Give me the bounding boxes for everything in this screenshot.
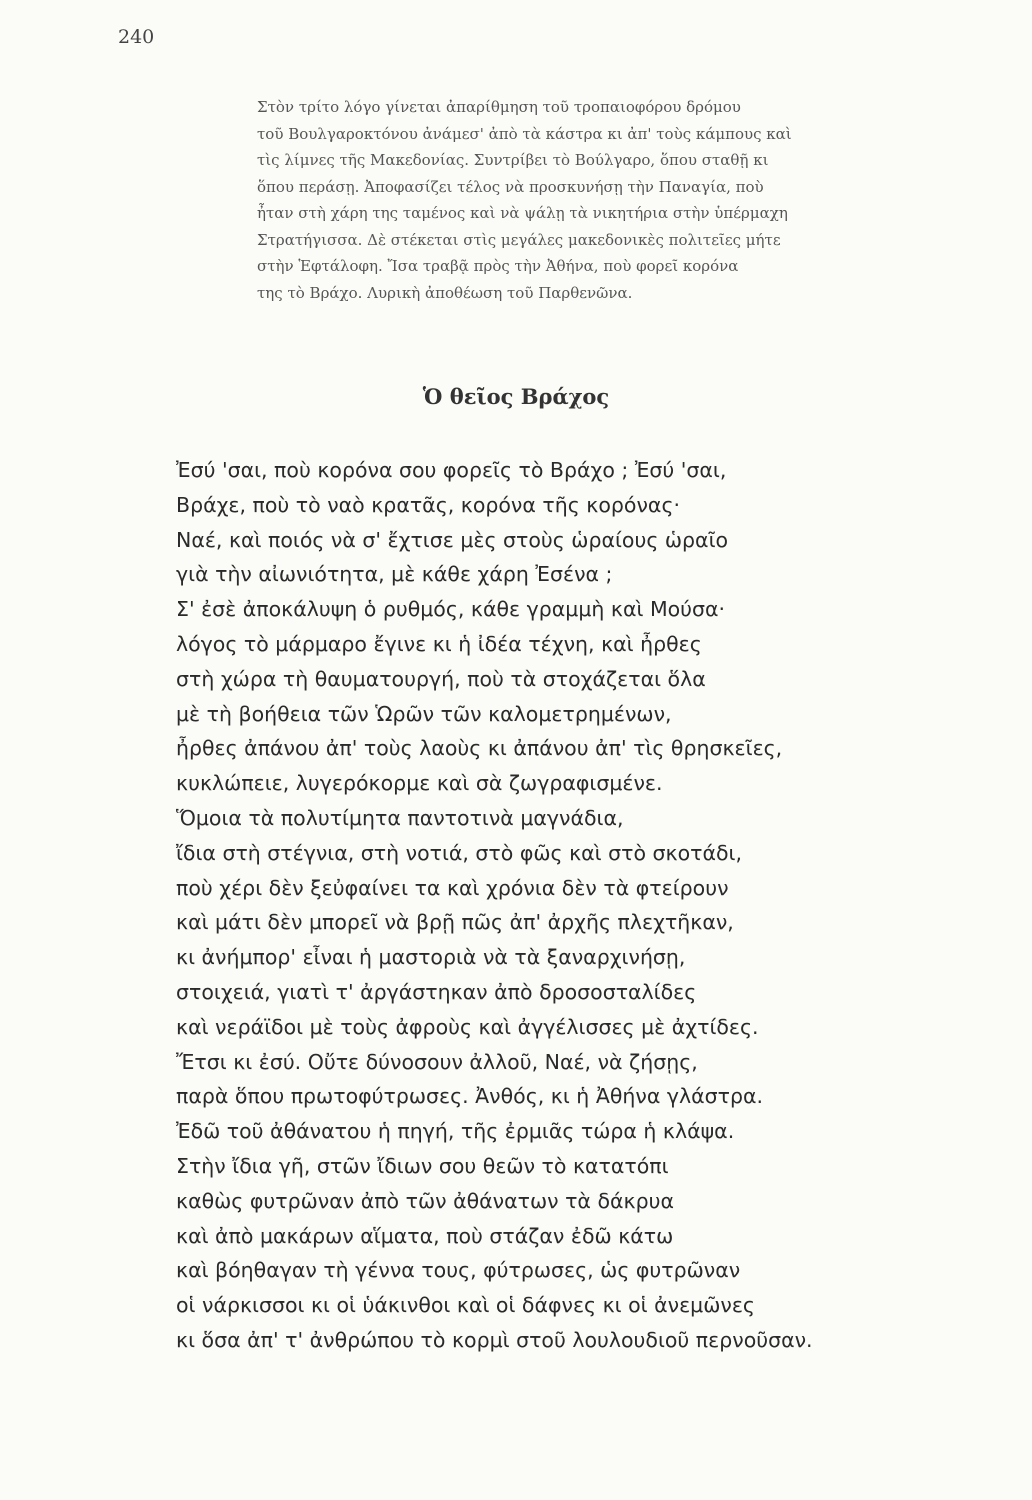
poem-line: Ἐδῶ τοῦ ἀθάνατου ἡ πηγή, τῆς ἐρμιᾶς τώρα ἡ κλάψα.	[176, 1119, 735, 1144]
poem-line: ἦρθες ἀπάνου ἀπ' τοὺς λαοὺς κι ἀπάνου ἀπ' τὶς θρησκεῖες,	[176, 736, 783, 761]
poem-line: κυκλώπειε, λυγερόκορμε καὶ σὰ ζωγραφισμένε.	[176, 771, 663, 796]
poem-line: κι ἀνήμπορ' εἶναι ἡ μαστοριὰ νὰ τὰ ξαναρχινήσῃ,	[176, 945, 686, 970]
poem-line: καθὼς φυτρῶναν ἀπὸ τῶν ἀθάνατων τὰ δάκρυα	[176, 1188, 674, 1213]
poem-line: Ἔτσι κι ἐσύ. Οὔτε δύνοσουν ἀλλοῦ, Ναέ, νὰ ζήσῃς,	[176, 1049, 698, 1074]
poem-line: στὴ χώρα τὴ θαυματουργή, ποὺ τὰ στοχάζεται ὅλα	[176, 666, 706, 691]
poem-line: καὶ μάτι δὲν μπορεῖ νὰ βρῇ πῶς ἀπ' ἀρχῆς πλεχτῆκαν,	[176, 910, 734, 935]
summary-line: ὅπου περάσῃ. Ἀποφασίζει τέλος νὰ προσκυνήσῃ τὴν Παναγία, ποὺ	[257, 177, 764, 196]
poem-line: Σ' ἐσὲ ἀποκάλυψη ὁ ρυθμός, κάθε γραμμὴ καὶ Μούσα·	[176, 597, 726, 622]
poem-line: ἴδια στὴ στέγνια, στὴ νοτιά, στὸ φῶς καὶ στὸ σκοτάδι,	[176, 840, 742, 865]
summary-line: της τὸ Βράχο. Λυρικὴ ἀποθέωση τοῦ Παρθενῶνα.	[257, 283, 633, 302]
page-number: 240	[118, 26, 155, 48]
summary-line: στὴν Ἑφτάλοφη. Ἴσα τραβᾷ πρὸς τὴν Ἀθήνα, ποὺ φορεῖ κορόνα	[257, 257, 739, 275]
poem-line: παρὰ ὅπου πρωτοφύτρωσες. Ἀνθός, κι ἡ Ἀθήνα γλάστρα.	[176, 1084, 764, 1109]
poem-line: ποὺ χέρι δὲν ξεὐφαίνει τα καὶ χρόνια δὲν τὰ φτείρουν	[176, 875, 729, 900]
poem-line: Στὴν ἴδια γῆ, στῶν ἴδιων σου θεῶν τὸ κατατόπι	[176, 1153, 669, 1178]
poem-line: στοιχειά, γιατὶ τ' ἀργάστηκαν ἀπὸ δροσοσταλίδες	[176, 979, 697, 1004]
poem-line: Ἐσύ 'σαι, ποὺ κορόνα σου φορεῖς τὸ Βράχο ; Ἐσύ 'σαι,	[176, 458, 727, 482]
poem-line: καὶ νεράϊδοι μὲ τοὺς ἀφροὺς καὶ ἀγγέλισσες μὲ ἀχτίδες.	[176, 1014, 759, 1039]
summary-line: Στὸν τρίτο λόγο γίνεται ἀπαρίθμηση τοῦ τροπαιοφόρου δρόμου	[257, 98, 741, 116]
poem-line: κι ὅσα ἀπ' τ' ἀνθρώπου τὸ κορμὶ στοῦ λουλουδιοῦ περνοῦσαν.	[176, 1327, 813, 1352]
poem-line: Ὅμοια τὰ πολυτίμητα παντοτινὰ μαγνάδια,	[176, 805, 624, 830]
poem-line: καὶ ἀπὸ μακάρων αἵματα, ποὺ στάζαν ἐδῶ κάτω	[176, 1223, 674, 1248]
summary-line: ἦταν στὴ χάρη της ταμένος καὶ νὰ ψάλῃ τὰ νικητήρια στὴν ὑπέρμαχη	[257, 204, 788, 222]
poem-line: μὲ τὴ βοήθεια τῶν Ὡρῶν τῶν καλομετρημένων,	[176, 701, 672, 726]
poem-body	[176, 453, 1006, 1358]
poem-line: οἱ νάρκισσοι κι οἱ ὑάκινθοι καὶ οἱ δάφνες κι οἱ ἀνεμῶνες	[176, 1293, 755, 1318]
poem-line: Βράχε, ποὺ τὸ ναὸ κρατᾶς, κορόνα τῆς κορόνας·	[176, 492, 680, 517]
poem-line: γιὰ τὴν αἰωνιότητα, μὲ κάθε χάρη Ἐσένα ;	[176, 562, 613, 587]
poem-line: λόγος τὸ μάρμαρο ἔγινε κι ἡ ἰδέα τέχνη, καὶ ἦρθες	[176, 631, 702, 656]
poem-line: Ναέ, καὶ ποιός νὰ σ' ἔχτισε μὲς στοὺς ὡραίους ὡραῖο	[176, 527, 729, 552]
summary-paragraph	[255, 94, 995, 306]
summary-line: τὶς λίμνες τῆς Μακεδονίας. Συντρίβει τὸ Βούλγαρο, ὅπου σταθῇ κι	[257, 151, 769, 169]
summary-line: τοῦ Βουλγαροκτόνου ἀνάμεσ' ἀπὸ τὰ κάστρα κι ἀπ' τοὺς κάμπους καὶ	[257, 124, 792, 143]
poem-title: Ὁ θεῖος Βράχος	[422, 384, 610, 409]
summary-line: Στρατήγισσα. Δὲ στέκεται στὶς μεγάλες μακεδονικὲς πολιτεῖες μήτε	[257, 230, 781, 249]
poem-line: καὶ βόηθαγαν τὴ γέννα τους, φύτρωσες, ὡς φυτρῶναν	[176, 1258, 741, 1283]
